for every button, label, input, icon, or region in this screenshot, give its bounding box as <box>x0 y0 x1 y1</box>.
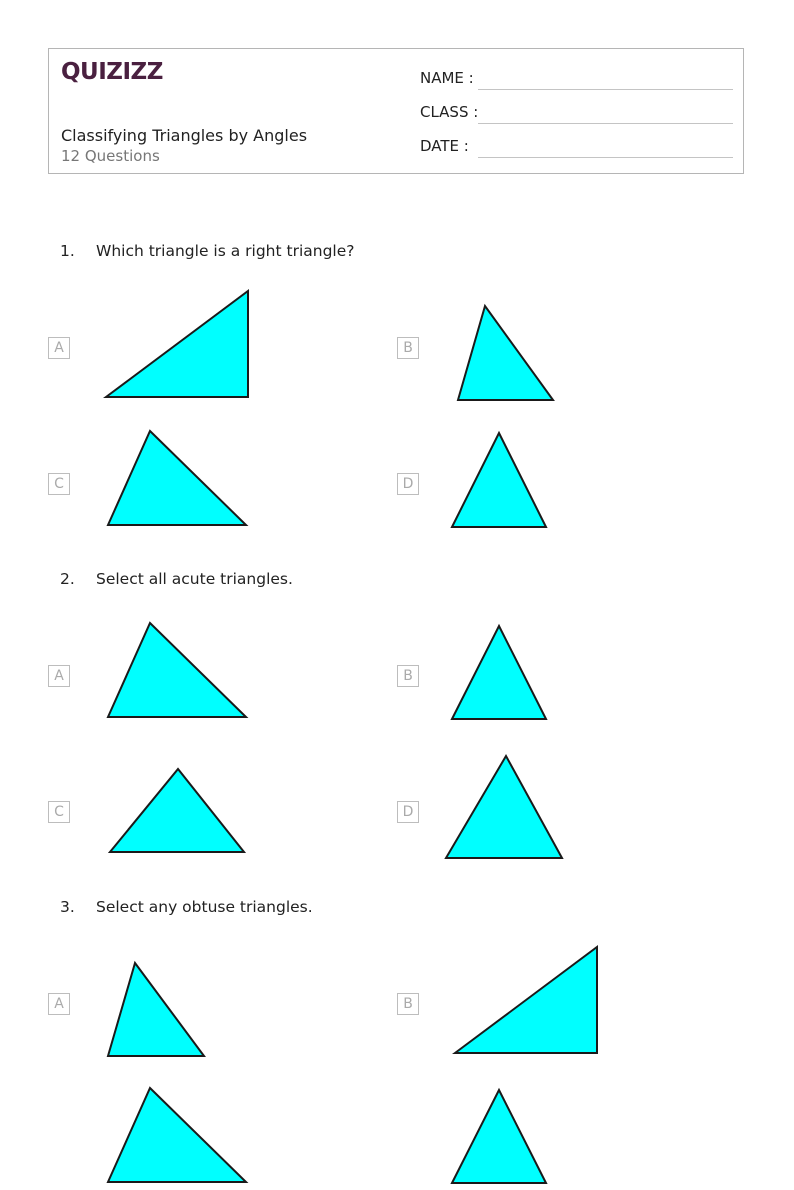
quizizz-logo: QUIZIZZ <box>61 59 163 85</box>
question-text: Select all acute triangles. <box>96 570 293 588</box>
date-label: DATE : <box>420 137 469 155</box>
question-text: Which triangle is a right triangle? <box>96 242 355 260</box>
worksheet-header <box>48 48 744 174</box>
date-line <box>478 157 733 158</box>
option-letter[interactable]: B <box>397 993 419 1015</box>
class-label: CLASS : <box>420 103 479 121</box>
option-letter[interactable]: A <box>48 993 70 1015</box>
obtuse-triangle-icon <box>100 425 255 533</box>
option-letter[interactable]: D <box>397 801 419 823</box>
option-letter[interactable]: A <box>48 665 70 687</box>
acute-triangle-icon <box>440 752 568 864</box>
option-letter[interactable]: B <box>397 337 419 359</box>
name-label: NAME : <box>420 69 474 87</box>
question-count: 12 Questions <box>61 147 160 165</box>
worksheet-title: Classifying Triangles by Angles <box>61 126 308 145</box>
option-letter[interactable]: C <box>48 473 70 495</box>
option-letter[interactable]: B <box>397 665 419 687</box>
option-letter[interactable]: D <box>397 473 419 495</box>
acute-triangle-icon <box>445 1084 555 1188</box>
right-triangle-icon <box>450 942 605 1060</box>
option-letter[interactable]: C <box>48 801 70 823</box>
option-letter[interactable]: A <box>48 337 70 359</box>
acute-triangle-icon <box>445 620 555 724</box>
class-line <box>478 123 733 124</box>
acute-triangle-icon <box>445 428 555 532</box>
obtuse-triangle-icon <box>100 1082 255 1190</box>
acute-triangle-icon <box>102 957 212 1062</box>
right-triangle-icon <box>100 286 260 406</box>
question-number: 2. <box>60 570 75 588</box>
question-text: Select any obtuse triangles. <box>96 898 313 916</box>
question-number: 3. <box>60 898 75 916</box>
name-line <box>478 89 733 90</box>
obtuse-triangle-icon <box>104 764 252 858</box>
acute-triangle-icon <box>450 300 560 405</box>
question-number: 1. <box>60 242 75 260</box>
obtuse-triangle-icon <box>100 617 255 725</box>
